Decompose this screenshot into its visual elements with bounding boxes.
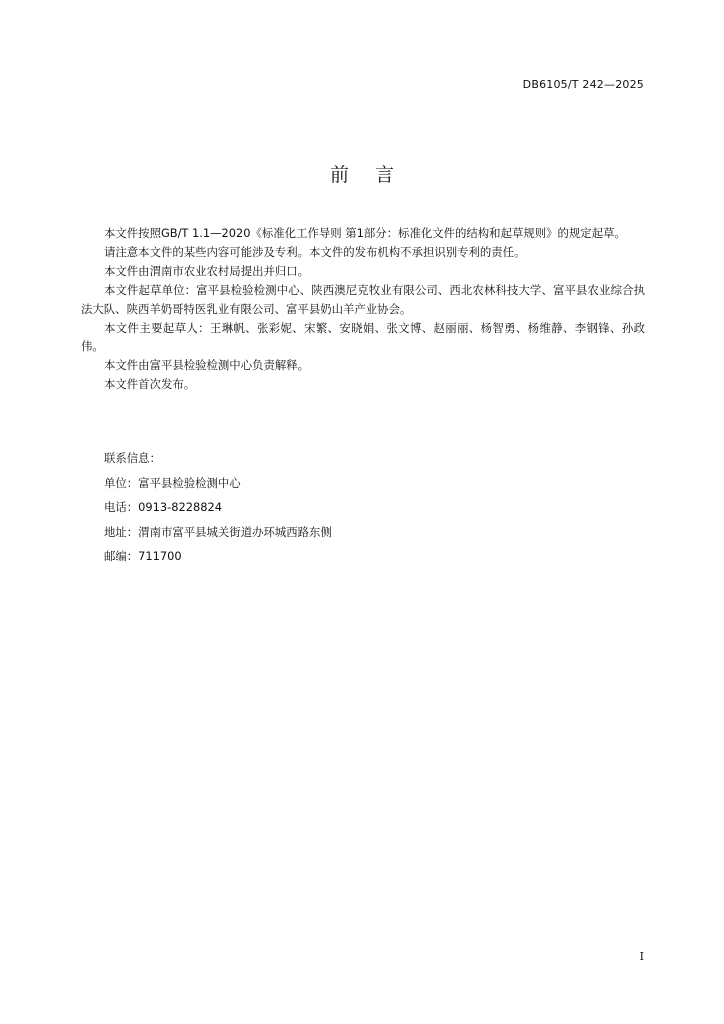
paragraph-first-release: 本文件首次发布。 [104,377,196,392]
paragraph-drafting-rules: 本文件按照GB/T 1.1—2020《标准化工作导则 第1部分：标准化文件的结构和起草规则》的规定起草。 [104,226,626,240]
contact-phone: 电话：0913-8228824 [104,500,223,514]
contact-address: 地址：渭南市富平县城关街道办环城西路东侧 [104,524,332,539]
contact-unit: 单位：富平县检验检测中心 [104,475,241,490]
paragraph-drafting-units: 本文件起草单位：富平县检验检测中心、陕西澳尼克牧业有限公司、西北农林科技大学、富平县农业综合执法大队、陕西羊奶哥特医乳业有限公司、富平县奶山羊产业协会。 [81,282,645,316]
paragraph-proposer: 本文件由渭南市农业农村局提出并归口。 [104,263,310,278]
page-title: 前言 [329,164,420,186]
foreword-body [81,224,645,394]
paragraph-patent-notice: 请注意本文件的某些内容可能涉及专利。本文件的发布机构不承担识别专利的责任。 [104,244,526,259]
page-number: I [639,950,644,963]
paragraph-drafters: 本文件主要起草人：王琳帆、张彩妮、宋繁、安晓娟、张文博、赵丽丽、杨智勇、杨维静、李钢锋、孙政伟。 [81,320,645,354]
contact-heading: 联系信息： [104,451,161,465]
document-code: DB6105/T 242—2025 [522,78,644,91]
contact-info [104,446,624,569]
paragraph-interpretation: 本文件由富平县检验检测中心负责解释。 [104,358,310,373]
contact-postcode: 邮编：711700 [104,549,182,563]
